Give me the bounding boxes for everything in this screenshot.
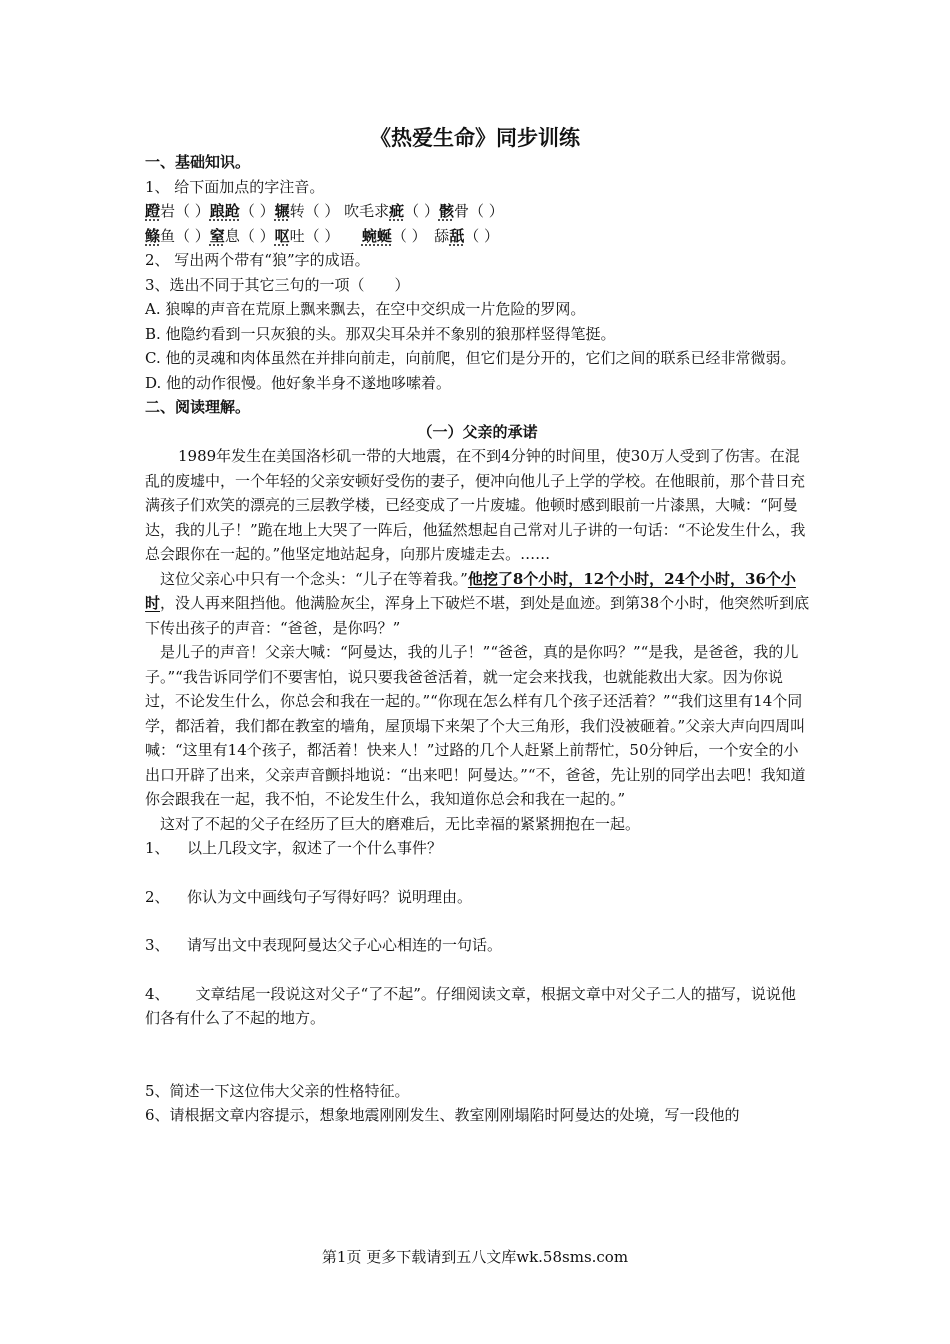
dotted-char: 舐 xyxy=(449,226,465,245)
pinyin-blank: 鱼（ ） xyxy=(160,226,210,245)
dotted-char: 骸 xyxy=(438,202,454,220)
pinyin-blank: （ ） xyxy=(464,226,499,245)
answer-space xyxy=(145,958,810,982)
pinyin-blank: 骨（ ） xyxy=(453,202,504,220)
dotted-char: 蹬 xyxy=(145,202,161,220)
dotted-char: 踉跄 xyxy=(209,202,240,220)
question-text: 请写出文中表现阿曼达父子心心相连的一句话。 xyxy=(187,936,503,954)
question-3: 3、选出不同于其它三句的一项（ ） xyxy=(145,275,410,294)
pinyin-blank: 息（ ） xyxy=(224,226,275,245)
answer-space xyxy=(145,1031,810,1079)
pinyin-row-1 xyxy=(145,199,810,224)
question-number: 4、 xyxy=(145,984,170,1003)
document-title: 《热爱生命》同步训练 xyxy=(370,125,580,150)
pinyin-blank: （ ） xyxy=(239,202,275,220)
passage-paragraph-2 xyxy=(145,567,810,641)
answer-space xyxy=(145,909,810,933)
document-body xyxy=(145,150,810,1128)
dotted-char: 辗 xyxy=(274,202,290,220)
section1-heading: 一、基础知识。 xyxy=(145,153,251,171)
reading-question-1 xyxy=(145,836,810,861)
reading-question-4 xyxy=(145,982,810,1031)
reading-question-6: 6、请根据文章内容提示，想象地震刚刚发生、教室刚刚塌陷时阿曼达的处境，写一段他的 xyxy=(145,1106,740,1124)
reading-question-5: 5、简述一下这位伟大父亲的性格特征。 xyxy=(145,1081,410,1100)
option-d: D. 他的动作很慢。他好象半身不遂地哆嗦着。 xyxy=(145,373,452,392)
option-b: B. 他隐约看到一只灰狼的头。那双尖耳朵并不象别的狼那样竖得笔挺。 xyxy=(145,324,616,343)
option-a: A. 狼嗥的声音在荒原上飘来飘去，在空中交织成一片危险的罗网。 xyxy=(145,300,586,318)
question-text: 你认为文中画线句子写得好吗？说明理由。 xyxy=(187,887,473,906)
pinyin-blank: 岩（ ） xyxy=(160,202,210,220)
dotted-char: 疵 xyxy=(389,202,405,220)
paragraph-text: 这位父亲心中只有一个念头：“儿子在等着我。” xyxy=(160,569,468,588)
dotted-char: 蜿蜒 xyxy=(361,226,392,245)
pinyin-row-2 xyxy=(145,224,810,249)
question-1: 1、 给下面加点的字注音。 xyxy=(145,177,325,196)
option-c: C. 他的灵魂和肉体虽然在并排向前走，向前爬，但它们是分开的，它们之间的联系已经非常微弱。 xyxy=(145,349,796,367)
passage-paragraph-1: 1989年发生在美国洛杉矶一带的大地震，在不到4分钟的时间里，使30万人受到了伤害。在混乱的废墟中，一个年轻的父亲安顿好受伤的妻子，便冲向他儿子上学的学校。在他眼前，那个昔日充满孩子们欢笑的漂亮的三层教学楼，已经变成了一片废墟。他顿时感到眼前一片漆黑，大喊：“阿曼达，我的儿子！”跪在地上大哭了一阵后，他猛然想起自己常对儿子讲的一句话：“不论发生什么，我总会跟你在一起的。”他坚定地站起身，向那片废墟走去。…… xyxy=(145,447,806,563)
dotted-char: 鲦 xyxy=(145,226,161,245)
reading-question-3 xyxy=(145,933,810,958)
answer-space xyxy=(145,861,810,885)
question-number: 3、 xyxy=(145,936,170,954)
pinyin-blank: 吐（ ） xyxy=(289,226,362,245)
question-2: 2、 写出两个带有“狼”字的成语。 xyxy=(145,251,370,269)
passage-paragraph-3: 是儿子的声音！父亲大喊：“阿曼达，我的儿子！”“爸爸，真的是你吗？”“是我，是爸爸，我的儿子。”“我告诉同学们不要害怕，说只要我爸爸活着，就一定会来找我，也就能救出大家。因为你说过，不论发生什么，你总会和我在一起的。”“你现在怎么样有几个孩子还活着？”“我们这里有14个同学，都活着，我们都在教室的墙角，屋顶塌下来架了个大三角形，我们没被砸着。”父亲大声向四周叫喊：“这里有14个孩子，都活着！快来人！”过路的几个人赶紧上前帮忙，50分钟后，一个安全的小出口开辟了出来，父亲声音颤抖地说：“出来吧！阿曼达。”“不，爸爸，先让别的同学出去吧！我知道你会跟我在一起，我不怕，不论发生什么，我知道你总会和我在一起的。” xyxy=(145,643,806,808)
underlined-sentence: 他挖了8个小时，12个小时，24个小时，36个小时 xyxy=(145,569,796,612)
pinyin-blank: 转（ ） 吹毛求 xyxy=(289,202,390,220)
question-number: 2、 xyxy=(145,887,170,906)
section2-heading: 二、阅读理解。 xyxy=(145,398,251,416)
pinyin-blank: （ ） 舔 xyxy=(391,226,450,245)
passage-subtitle: （一）父亲的承诺 xyxy=(417,422,538,441)
dotted-char: 呕 xyxy=(274,226,290,245)
dotted-char: 窒 xyxy=(209,226,225,245)
pinyin-blank: （ ） xyxy=(404,202,439,220)
question-text: 文章结尾一段说这对父子“了不起”。仔细阅读文章，根据文章中对父子二人的描写，说说他们各有什么了不起的地方。 xyxy=(145,984,796,1027)
passage-paragraph-4: 这对了不起的父子在经历了巨大的磨难后，无比幸福的紧紧拥抱在一起。 xyxy=(160,814,641,833)
page-footer: 第1页 更多下载请到五八文库wk.58sms.com xyxy=(321,1248,629,1266)
reading-question-2 xyxy=(145,885,810,910)
question-number: 1、 xyxy=(145,839,170,857)
question-text: 以上几段文字，叙述了一个什么事件？ xyxy=(187,839,443,857)
paragraph-text: ，没人再来阻挡他。他满脸灰尘，浑身上下破烂不堪，到处是血迹。到第38个小时，他突然听到底下传出孩子的声音：“爸爸，是你吗？” xyxy=(145,594,810,637)
